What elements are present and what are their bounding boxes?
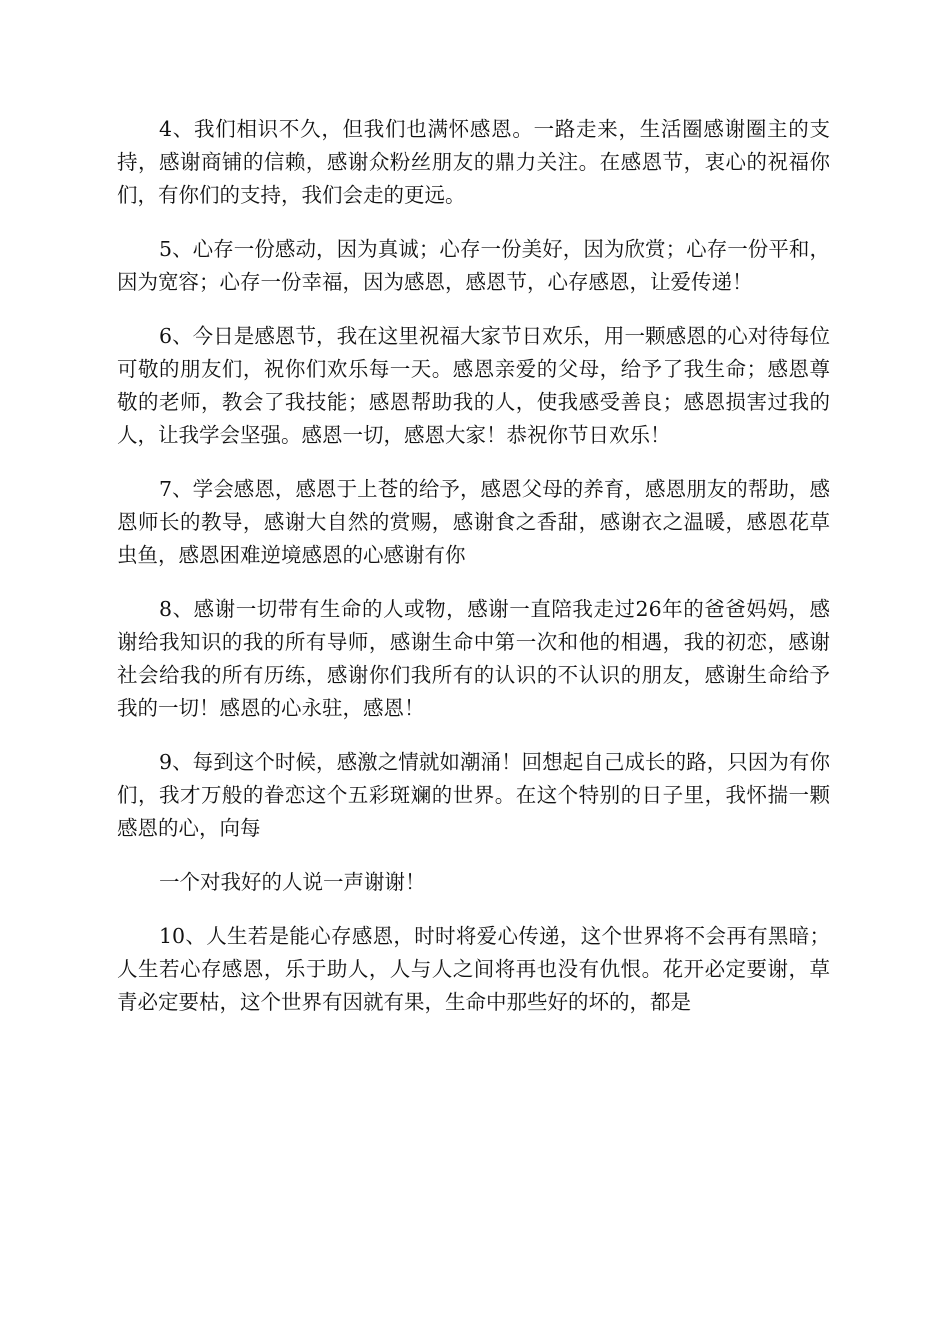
paragraph-10: 10、人生若是能心存感恩，时时将爱心传递，这个世界将不会再有黑暗；人生若心存感恩，乐于助人，人与人之间将再也没有仇恨。花开必定要谢，草青必定要枯，这个世界有因就有果，生命中那些好的坏的，都是: [117, 924, 830, 1014]
paragraph-7: 7、学会感恩，感恩于上苍的给予，感恩父母的养育，感恩朋友的帮助，感恩师长的教导，感谢大自然的赏赐，感谢食之香甜，感谢衣之温暖，感恩花草虫鱼，感恩困难逆境感恩的心感谢有你: [117, 477, 830, 567]
paragraph-8: 8、感谢一切带有生命的人或物，感谢一直陪我走过26年的爸爸妈妈，感谢给我知识的我的所有导师，感谢生命中第一次和他的相遇，我的初恋，感谢社会给我的所有历练，感谢你们我所有的认识的不认识的朋友，感谢生命给予我的一切！感恩的心永驻，感恩！: [117, 597, 830, 720]
paragraph-6: 6、今日是感恩节，我在这里祝福大家节日欢乐，用一颗感恩的心对待每位可敬的朋友们，祝你们欢乐每一天。感恩亲爱的父母，给予了我生命；感恩尊敬的老师，教会了我技能；感恩帮助我的人，使我感受善良；感恩损害过我的人，让我学会坚强。感恩一切，感恩大家！恭祝你节日欢乐！: [117, 324, 830, 447]
paragraph-9: 9、每到这个时候，感激之情就如潮涌！回想起自己成长的路，只因为有你们，我才万般的眷恋这个五彩斑斓的世界。在这个特别的日子里，我怀揣一颗感恩的心，向每: [117, 750, 830, 840]
paragraph-4: 4、我们相识不久，但我们也满怀感恩。一路走来，生活圈感谢圈主的支持，感谢商铺的信赖，感谢众粉丝朋友的鼎力关注。在感恩节，衷心的祝福你们，有你们的支持，我们会走的更远。: [117, 117, 830, 207]
paragraph-9-continued: 一个对我好的人说一声谢谢！: [159, 870, 426, 894]
document-page: [117, 113, 830, 1040]
paragraph-5: 5、心存一份感动，因为真诚；心存一份美好，因为欣赏；心存一份平和，因为宽容；心存一份幸福，因为感恩，感恩节，心存感恩，让爱传递！: [117, 237, 830, 294]
